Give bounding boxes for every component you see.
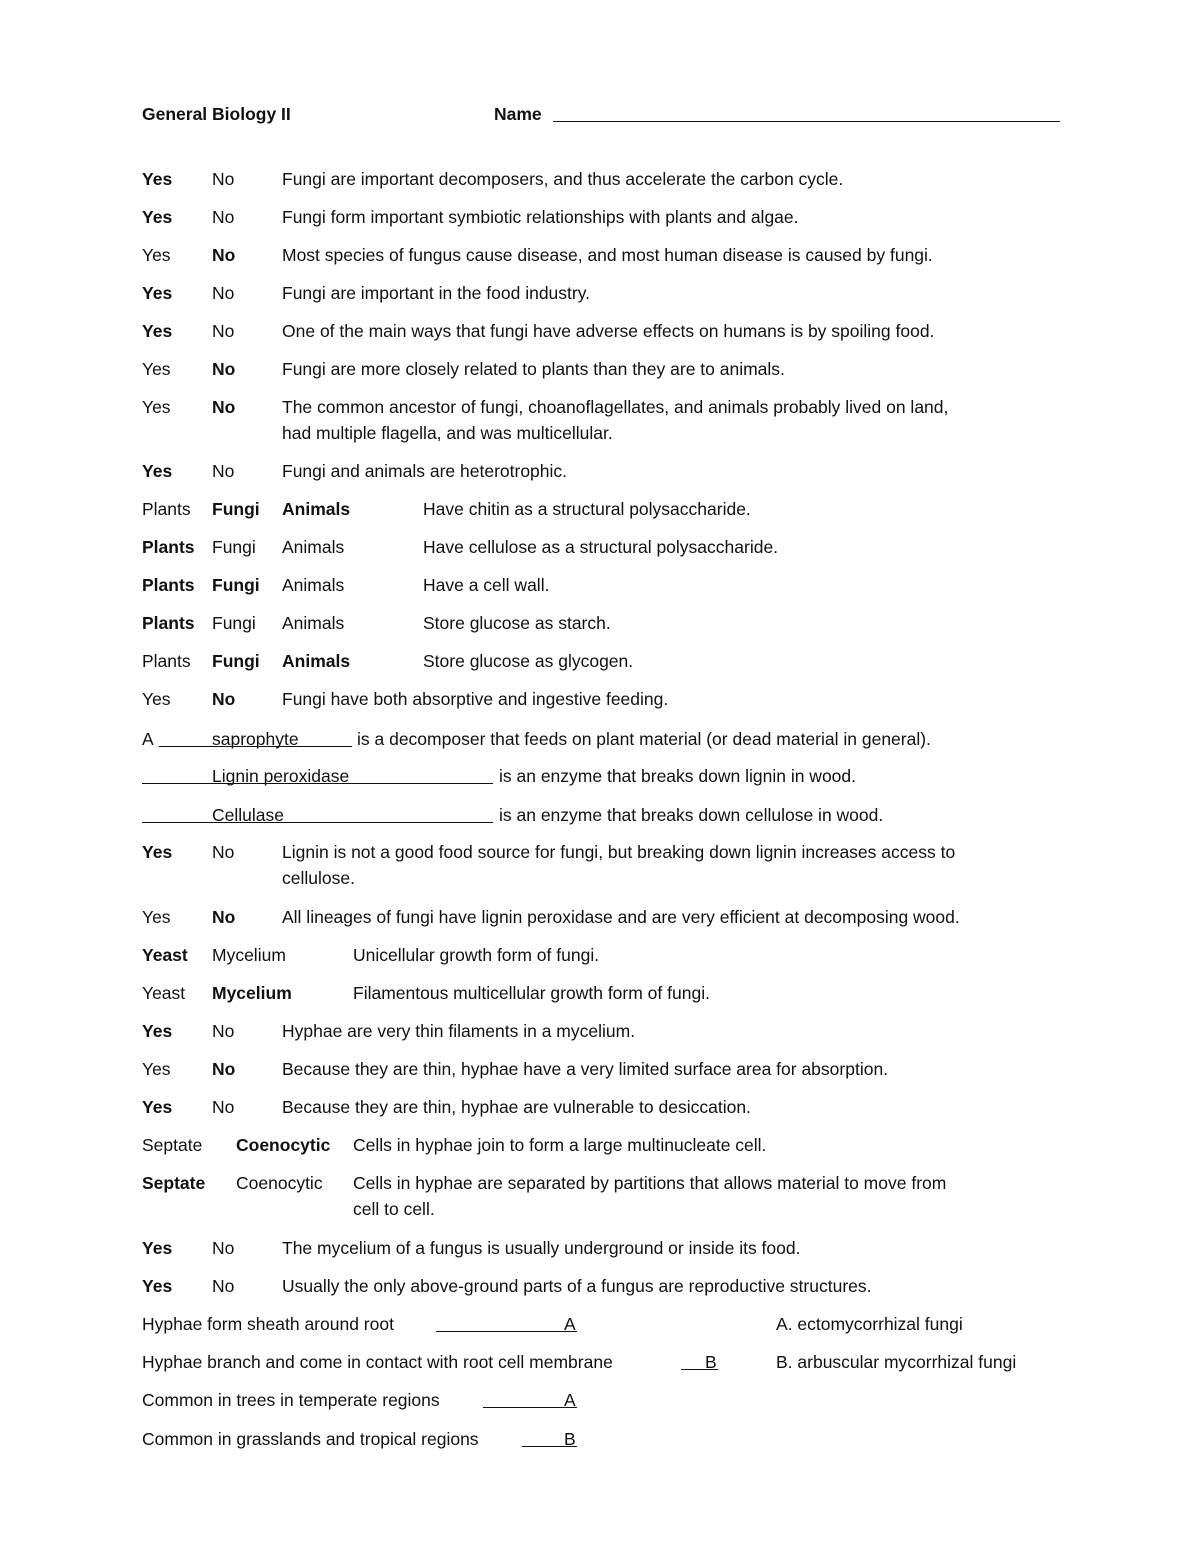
answer-mycelium[interactable]: Mycelium [212,945,286,965]
matching-row [142,1350,1092,1374]
answer-yes[interactable]: Yes [142,1276,173,1296]
answer-no[interactable]: No [212,283,235,303]
answer-yes[interactable]: Yes [142,245,171,265]
question-text: All lineages of fungi have lignin peroxidase and are very efficient at decomposing wood. [282,907,960,927]
answer-no[interactable]: No [212,245,236,265]
answer-yes[interactable]: Yes [142,842,173,862]
question-text: is an enzyme that breaks down cellulose in wood. [499,805,884,825]
answer-yes[interactable]: Yes [142,1097,173,1117]
matching-option: B. arbuscular mycorrhizal fungi [776,1352,1017,1372]
answer-fungi[interactable]: Fungi [212,537,256,557]
question-text: Unicellular growth form of fungi. [353,945,600,965]
answer-mycelium[interactable]: Mycelium [212,983,292,1003]
question-text: Because they are thin, hyphae have a very limited surface area for absorption. [282,1059,889,1079]
answer-plants[interactable]: Plants [142,537,195,557]
answer-animals[interactable]: Animals [282,499,351,519]
question-text: Have cellulose as a structural polysaccharide. [423,537,779,557]
question-text: Cells in hyphae are separated by partitions that allows material to move from [353,1173,947,1193]
matching-row [142,1312,1092,1336]
answer-yes[interactable]: Yes [142,461,173,481]
question-text: The common ancestor of fungi, choanoflagellates, and animals probably lived on land, [282,397,949,417]
question-text-continued: had multiple flagella, and was multicellular. [282,423,613,443]
question-text: Store glucose as glycogen. [423,651,634,671]
answer-no[interactable]: No [212,1059,236,1079]
answer-yeast[interactable]: Yeast [142,945,188,965]
answer-text: A [564,1314,576,1334]
answer-fungi[interactable]: Fungi [212,575,260,595]
answer-yes[interactable]: Yes [142,689,171,709]
question-text: Fungi are important decomposers, and thus accelerate the carbon cycle. [282,169,844,189]
question-text: Fungi form important symbiotic relationships with plants and algae. [282,207,799,227]
answer-septate[interactable]: Septate [142,1135,203,1155]
question-text: One of the main ways that fungi have adverse effects on humans is by spoiling food. [282,321,935,341]
question-text: The mycelium of a fungus is usually underground or inside its food. [282,1238,801,1258]
name-label: Name [494,104,542,124]
question-text-continued: cell to cell. [353,1199,435,1219]
answer-no[interactable]: No [212,169,235,189]
answer-coenocytic[interactable]: Coenocytic [236,1173,323,1193]
answer-no[interactable]: No [212,1097,235,1117]
matching-question: Common in trees in temperate regions [142,1390,440,1410]
answer-no[interactable]: No [212,1276,235,1296]
answer-text: Cellulase [212,805,284,825]
matching-question: Hyphae branch and come in contact with root cell membrane [142,1352,613,1372]
fill-prefix: A [142,729,154,749]
question-text: Have chitin as a structural polysaccharide. [423,499,751,519]
question-text-continued: cellulose. [282,868,355,888]
answer-plants[interactable]: Plants [142,499,191,519]
answer-no[interactable]: No [212,207,235,227]
question-text: Hyphae are very thin filaments in a mycelium. [282,1021,636,1041]
matching-row [142,1427,1092,1451]
answer-text: saprophyte [212,729,299,749]
answer-blank[interactable] [436,1312,577,1332]
matching-question: Common in grasslands and tropical regions [142,1429,479,1449]
name-field[interactable] [553,121,1060,122]
answer-plants[interactable]: Plants [142,613,195,633]
answer-fungi[interactable]: Fungi [212,499,260,519]
answer-yes[interactable]: Yes [142,1021,173,1041]
answer-yes[interactable]: Yes [142,397,171,417]
answer-yes[interactable]: Yes [142,169,173,189]
answer-blank[interactable] [483,1388,577,1408]
answer-septate[interactable]: Septate [142,1173,206,1193]
answer-coenocytic[interactable]: Coenocytic [236,1135,331,1155]
question-text: Fungi and animals are heterotrophic. [282,461,568,481]
matching-row [142,1388,1092,1412]
answer-yeast[interactable]: Yeast [142,983,186,1003]
answer-yes[interactable]: Yes [142,207,173,227]
answer-yes[interactable]: Yes [142,283,173,303]
question-text: is a decomposer that feeds on plant material (or dead material in general). [357,729,931,749]
question-text: Fungi are more closely related to plants than they are to animals. [282,359,785,379]
answer-yes[interactable]: Yes [142,1238,173,1258]
question-text: Most species of fungus cause disease, and most human disease is caused by fungi. [282,245,933,265]
answer-no[interactable]: No [212,321,235,341]
answer-text: Lignin peroxidase [212,766,350,786]
question-text: Fungi have both absorptive and ingestive feeding. [282,689,669,709]
answer-animals[interactable]: Animals [282,575,345,595]
course-title: General Biology II [142,104,291,124]
question-text: Cells in hyphae join to form a large multinucleate cell. [353,1135,767,1155]
answer-animals[interactable]: Animals [282,613,345,633]
matching-option: A. ectomycorrhizal fungi [776,1314,963,1334]
answer-no[interactable]: No [212,689,236,709]
answer-no[interactable]: No [212,842,235,862]
answer-text: A [564,1390,576,1410]
answer-yes[interactable]: Yes [142,1059,171,1079]
question-text: Because they are thin, hyphae are vulnerable to desiccation. [282,1097,751,1117]
answer-no[interactable]: No [212,1238,235,1258]
matching-question: Hyphae form sheath around root [142,1314,394,1334]
question-text: Store glucose as starch. [423,613,611,633]
answer-no[interactable]: No [212,397,236,417]
question-text: Lignin is not a good food source for fungi, but breaking down lignin increases access to [282,842,956,862]
question-text: Usually the only above-ground parts of a fungus are reproductive structures. [282,1276,872,1296]
answer-no[interactable]: No [212,461,235,481]
answer-no[interactable]: No [212,907,236,927]
answer-yes[interactable]: Yes [142,359,171,379]
question-text: is an enzyme that breaks down lignin in wood. [499,766,857,786]
answer-animals[interactable]: Animals [282,537,345,557]
question-text: Have a cell wall. [423,575,550,595]
answer-fungi[interactable]: Fungi [212,651,260,671]
answer-plants[interactable]: Plants [142,575,195,595]
answer-yes[interactable]: Yes [142,321,173,341]
answer-plants[interactable]: Plants [142,651,191,671]
question-text: Fungi are important in the food industry. [282,283,591,303]
answer-text: B [564,1429,576,1449]
question-text: Filamentous multicellular growth form of fungi. [353,983,710,1003]
answer-blank[interactable] [142,803,493,823]
answer-no[interactable]: No [212,359,236,379]
answer-yes[interactable]: Yes [142,907,171,927]
answer-fungi[interactable]: Fungi [212,613,256,633]
answer-no[interactable]: No [212,1021,235,1041]
answer-animals[interactable]: Animals [282,651,351,671]
answer-text: B [705,1352,717,1372]
